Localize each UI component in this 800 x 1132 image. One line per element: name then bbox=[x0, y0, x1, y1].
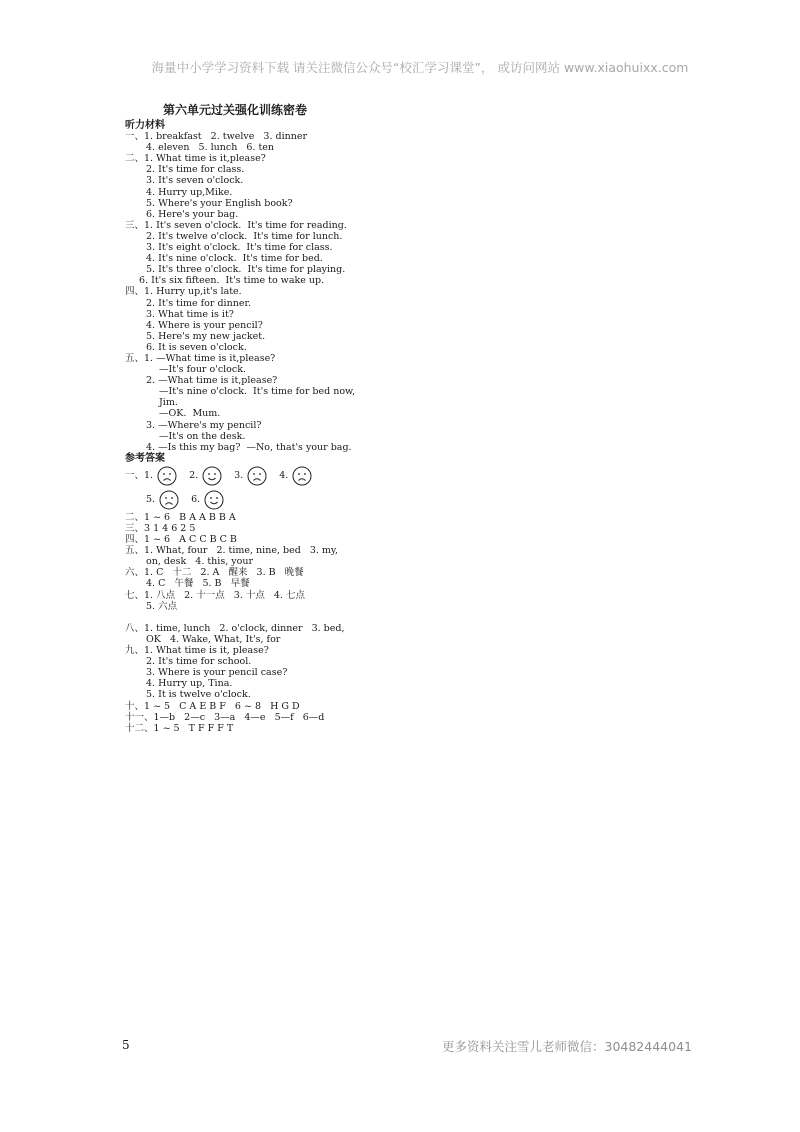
text-line: 三、1. It's seven o'clock. It's time for reading. bbox=[125, 219, 347, 231]
text-line: OK 4. Wake, What, It's, for bbox=[146, 633, 281, 645]
faces-prefix: 一、 bbox=[125, 470, 145, 482]
text-line: 六、1. C 十二 2. A 醒来 3. B 晚餐 bbox=[125, 567, 304, 579]
text-line: on, desk 4. this, your bbox=[146, 556, 253, 568]
text-line: Jim. bbox=[159, 397, 178, 409]
text-line: 十二、1 ~ 5 T F F F T bbox=[125, 722, 234, 734]
text-line: 五、1. What, four 2. time, nine, bed 3. my, bbox=[125, 545, 339, 557]
text-line: 5. 六点 bbox=[146, 600, 178, 612]
listening-material bbox=[125, 131, 485, 453]
listening-heading: 听力材料 bbox=[125, 120, 165, 131]
sad-face-icon bbox=[159, 490, 179, 510]
text-line: 3. What time is it? bbox=[146, 308, 234, 320]
text-line: 2. It's time for class. bbox=[146, 164, 245, 176]
text-line: 5. It is twelve o'clock. bbox=[146, 689, 251, 701]
text-line: 十一、1—b 2—c 3—a 4—e 5—f 6—d bbox=[125, 711, 325, 723]
text-line: 3. It's eight o'clock. It's time for class. bbox=[146, 242, 333, 254]
text-line: 4. eleven 5. lunch 6. ten bbox=[146, 142, 275, 154]
text-line: 四、1 ~ 6 A C C B C B bbox=[125, 534, 237, 546]
text-line: 4. —Is this my bag? —No, that's your bag. bbox=[146, 441, 352, 453]
document-title: 第六单元过关强化训练密卷 bbox=[163, 103, 308, 117]
text-line bbox=[125, 612, 485, 623]
text-line: 七、1. 八点 2. 十一点 3. 十点 4. 七点 bbox=[125, 589, 306, 601]
header-watermark: 海量中小学学习资料下载 请关注微信公众号“校汇学习课堂”， 或访问网站 www.xiaohuixx.com bbox=[151, 60, 689, 75]
text-line: 3. Where is your pencil case? bbox=[146, 667, 288, 679]
text-line: 5. Here's my new jacket. bbox=[146, 330, 266, 342]
text-line: 一、1. breakfast 2. twelve 3. dinner bbox=[125, 131, 308, 143]
text-line: 3. —Where's my pencil? bbox=[146, 419, 262, 431]
text-line: —It's on the desk. bbox=[159, 430, 246, 442]
text-line: 2. —What time is it,please? bbox=[146, 375, 278, 387]
text-line: 2. It's twelve o'clock. It's time for lunch. bbox=[146, 230, 343, 242]
text-line: 二、1. What time is it,please? bbox=[125, 153, 266, 165]
face-label: 1. bbox=[144, 470, 154, 482]
document-body bbox=[125, 103, 485, 734]
sad-face-icon bbox=[157, 466, 177, 486]
text-line: 4. Hurry up,Mike. bbox=[146, 186, 233, 198]
text-line: 四、1. Hurry up,it's late. bbox=[125, 286, 242, 298]
text-line: —OK. Mum. bbox=[159, 408, 221, 420]
face-label: 4. bbox=[279, 470, 289, 482]
text-line: 4. Hurry up, Tina. bbox=[146, 678, 233, 690]
text-line: 2. It's time for dinner. bbox=[146, 297, 251, 309]
text-line: 4. It's nine o'clock. It's time for bed. bbox=[146, 253, 323, 265]
face-label: 5. bbox=[146, 494, 156, 506]
text-line: 五、1. —What time is it,please? bbox=[125, 352, 276, 364]
text-line: 2. It's time for school. bbox=[146, 656, 252, 668]
text-line: 八、1. time, lunch 2. o'clock, dinner 3. bed, bbox=[125, 622, 345, 634]
text-line: 二、1 ~ 6 B A A B B A bbox=[125, 511, 236, 523]
text-line: 5. Where's your English book? bbox=[146, 197, 293, 209]
text-line: 6. It's six fifteen. It's time to wake up. bbox=[139, 275, 325, 287]
answer-key bbox=[125, 512, 485, 734]
face-label: 2. bbox=[189, 470, 199, 482]
text-line: —It's nine o'clock. It's time for bed now, bbox=[159, 386, 356, 398]
face-label: 6. bbox=[191, 494, 201, 506]
text-line: 九、1. What time is it, please? bbox=[125, 645, 269, 657]
text-line: 三、3 1 4 6 2 5 bbox=[125, 523, 196, 534]
answer-faces-row-2 bbox=[125, 488, 485, 512]
text-line: 6. It is seven o'clock. bbox=[146, 341, 247, 353]
text-line: 6. Here's your bag. bbox=[146, 208, 239, 220]
sad-face-icon bbox=[247, 466, 267, 486]
answers-heading: 参考答案 bbox=[125, 452, 165, 464]
text-line: —It's four o'clock. bbox=[159, 364, 246, 376]
face-label: 3. bbox=[234, 470, 244, 482]
text-line: 4. C 午餐 5. B 早餐 bbox=[146, 578, 250, 590]
text-line: 十、1 ~ 5 C A E B F 6 ~ 8 H G D bbox=[125, 700, 300, 712]
text-line: 3. It's seven o'clock. bbox=[146, 175, 244, 187]
text-line: 4. Where is your pencil? bbox=[146, 319, 263, 331]
footer-watermark: 更多资料关注雪儿老师微信：30482444041 bbox=[442, 1039, 692, 1054]
happy-face-icon bbox=[204, 490, 224, 510]
happy-face-icon bbox=[202, 466, 222, 486]
sad-face-icon bbox=[292, 466, 312, 486]
answer-faces-row-1 bbox=[125, 464, 485, 488]
page-number: 5 bbox=[122, 1038, 130, 1052]
text-line: 5. It's three o'clock. It's time for playing. bbox=[146, 264, 346, 276]
